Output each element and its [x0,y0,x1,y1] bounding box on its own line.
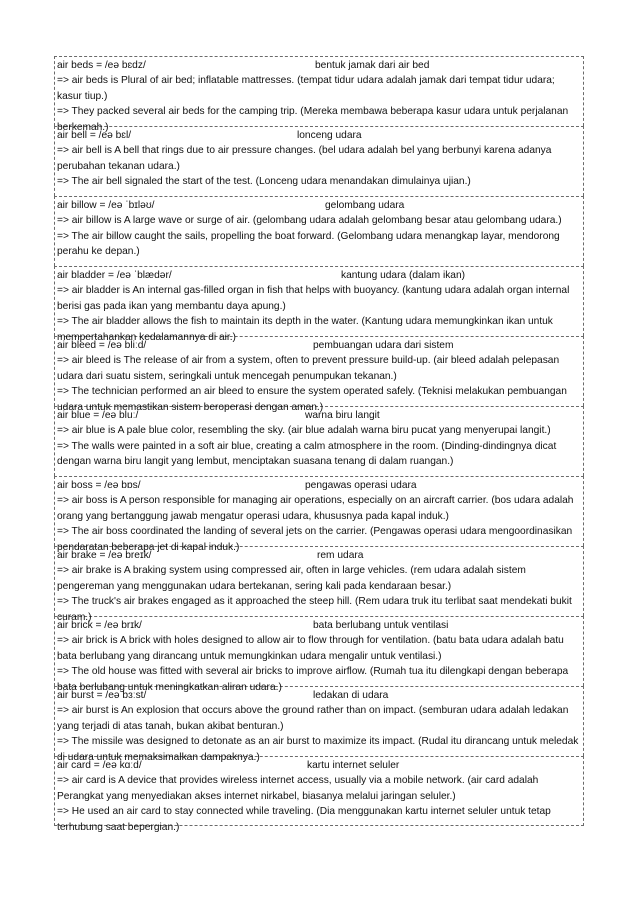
entry-term: air brake = /eə breɪk/ [57,550,152,561]
dictionary-entry [54,336,584,413]
entry-header [57,408,582,423]
entry-header [57,688,582,703]
entry-definition: => air blue is A pale blue color, resembling the sky. (air blue adalah warna biru pucat yang menyerupai langit.) [57,425,551,437]
entry-translation: gelombang udara [325,200,405,211]
entry-definition: => air brake is A braking system using compressed air, often in large vehicles. (rem udara adalah sistem pengereman yang menggunakan udara bertekanan, sering kali pada kendaraan besar.) [57,565,526,592]
entry-translation: bata berlubang untuk ventilasi [313,620,449,631]
entry-example: => The walls were painted in a soft air blue, creating a calm atmosphere in the room. (Dinding-dindingnya dicat dengan warna biru langit yang lembut, menciptakan suasana tenang di dalam ruangan.) [57,440,557,468]
entry-definition: => air boss is A person responsible for managing air operations, especially on an aircraft carrier. (bos udara adalah orang yang bertanggung jawab mengatur operasi udara, khususnya pada kapal induk.) [57,495,574,522]
entry-definition: => air burst is An explosion that occurs above the ground rather than on impact. (semburan udara adalah ledakan yang terjadi di atas tanah, bukan akibat benturan.) [57,705,569,732]
entry-term: air bladder = /eə ˈblædər/ [57,270,172,281]
entry-term: air beds = /eə bɛdz/ [57,60,146,71]
entry-header [57,618,582,633]
entry-example: => The air billow caught the sails, propelling the boat forward. (Gelombang udara menangkap layar, mendorong perahu ke depan.) [57,230,560,258]
entry-example: => He used an air card to stay connected while traveling. (Dia menggunakan kartu internet seluler untuk tetap terhubung saat bepergian.) [57,806,551,833]
entry-header [57,338,582,353]
entry-term: air burst = /eə bɜːst/ [57,690,147,701]
entry-translation: warna biru langit [305,410,380,421]
dictionary-entry [54,56,584,133]
entry-header [57,548,582,563]
dictionary-entry [54,406,584,476]
entry-definition: => air brick is A brick with holes designed to allow air to flow through for ventilation. (batu bata udara adalah batu bata berlubang yang dirancang untuk memungkinkan udara mengalir untuk ventilasi.) [57,635,564,662]
entry-term: air card = /eə kɑːd/ [57,760,142,771]
entry-translation: rem udara [317,550,364,561]
entry-header [57,198,582,213]
entry-example: => They packed several air beds for the camping trip. (Mereka membawa beberapa kasur udara untuk perjalanan berkemah.) [57,106,569,133]
entry-definition: => air beds is Plural of air bed; inflatable mattresses. (tempat tidur udara adalah jamak dari tempat tidur udara; kasur tiup.) [57,75,555,102]
dictionary-entry [54,616,584,693]
entry-definition: => air card is A device that provides wireless internet access, usually via a mobile network. (air card adalah Perangkat yang menyediakan akses internet nirkabel, biasanya melalui jaringan seluler.) [57,775,539,802]
dictionary-entry [54,546,584,623]
entry-definition: => air billow is A large wave or surge of air. (gelombang udara adalah gelombang besar atau gelombang udara.) [57,215,562,227]
entry-header [57,58,582,73]
entry-translation: kantung udara (dalam ikan) [341,270,466,281]
entry-example: => The air boss coordinated the landing of several jets on the carrier. (Pengawas operasi udara mengoordinasikan pendaratan beberapa jet di kapal induk.) [57,526,573,553]
entry-term: air bleed = /eə bliːd/ [57,340,147,351]
entry-term: air boss = /eə bɒs/ [57,480,141,491]
dictionary-entry [54,126,584,196]
entry-example: => The technician performed an air bleed to ensure the system operated safely. (Teknisi melakukan pembuangan udara untuk memastikan sistem beroperasi dengan aman.) [57,386,567,413]
dictionary-entry [54,686,584,763]
entry-example: => The missile was designed to detonate as an air burst to maximize its impact. (Rudal itu dirancang untuk meledak di udara untuk memaksimalkan dampaknya.) [57,736,579,763]
dictionary-entry [54,476,584,553]
entry-term: air brick = /eə brɪk/ [57,620,142,631]
entry-header [57,758,582,773]
entry-definition: => air bleed is The release of air from a system, often to prevent pressure build-up. (air bleed adalah pelepasan udara dari suatu sistem, seringkali untuk mencegah penumpukan tekanan.) [57,355,560,382]
entry-translation: kartu internet seluler [307,760,400,771]
entry-example: => The air bell signaled the start of the test. (Lonceng udara menandakan dimulainya ujian.) [57,176,471,188]
entry-term: air billow = /eə ˈbɪləʊ/ [57,200,155,211]
entry-translation: ledakan di udara [313,690,389,701]
entry-translation: bentuk jamak dari air bed [315,60,430,71]
entry-example: => The truck's air brakes engaged as it approached the steep hill. (Rem udara truk itu terlibat saat mendekati bukit curam.) [57,596,572,623]
dictionary-entry [54,756,584,833]
dictionary-entry [54,196,584,266]
entry-translation: pengawas operasi udara [305,480,417,491]
entry-term: air blue = /eə bluː/ [57,410,139,421]
entry-example: => The old house was fitted with several air bricks to improve airflow. (Rumah tua itu dilengkapi dengan beberapa bata berlubang untuk meningkatkan aliran udara.) [57,666,569,693]
entry-translation: lonceng udara [297,130,362,141]
entry-term: air bell = /eə bɛl/ [57,130,132,141]
entry-translation: pembuangan udara dari sistem [313,340,454,351]
entry-definition: => air bladder is An internal gas-filled organ in fish that helps with buoyancy. (kantung udara adalah organ internal berisi gas pada ikan yang membantu daya apung.) [57,285,570,312]
entry-header [57,128,582,143]
entry-definition: => air bell is A bell that rings due to air pressure changes. (bel udara adalah bel yang berbunyi karena adanya perubahan tekanan udara.) [57,145,552,172]
entry-example: => The air bladder allows the fish to maintain its depth in the water. (Kantung udara memungkinkan ikan untuk mempertahankan kedalamannya di air.) [57,316,553,343]
dictionary-page [54,56,584,833]
entry-header [57,268,582,283]
entry-header [57,478,582,493]
dictionary-entry [54,266,584,343]
